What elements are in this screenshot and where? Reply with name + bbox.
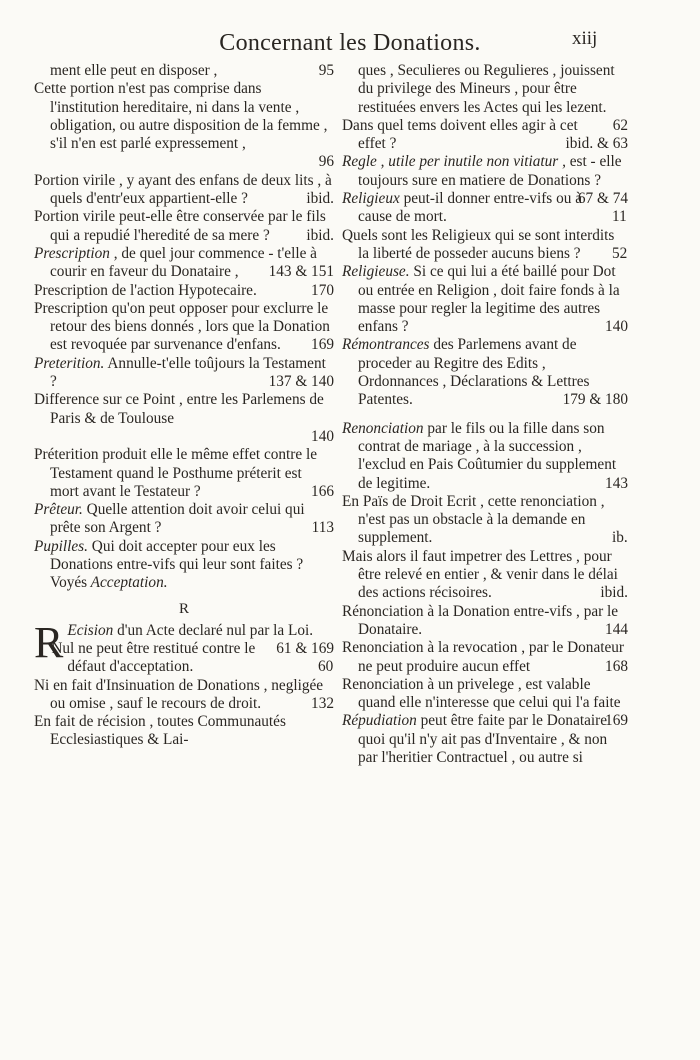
index-entry (34, 446, 334, 501)
entry-text: Ni en fait d'Insinuation de Donations , negligée ou omise , sauf le recours de droit. (34, 676, 324, 712)
entry-text: Renonciation à un privelege , est valable quand elle n'interesse que celui qui l'a faite (342, 675, 621, 712)
index-entry (342, 548, 628, 603)
page-number: xiij (572, 28, 598, 49)
entry-page-ref: 61 & 169 (276, 639, 334, 657)
entry-page-ref: ibid. (306, 226, 334, 244)
entry-page-ref: 62 (612, 116, 628, 134)
entry-page-ref: 168 (605, 657, 628, 675)
entry-maxim: , utile per inutile non vitiatur , (376, 153, 566, 171)
index-entry (34, 80, 334, 171)
index-entry (34, 501, 334, 538)
entry-text: , de quel jour commence - t'elle à courir en faveur du Donataire , (50, 244, 317, 281)
entry-page-ref: 144 (605, 620, 628, 638)
entry-headword: Pupilles. (34, 537, 88, 555)
drop-cap: R (34, 617, 64, 667)
entry-text: Mais alors il faut impetrer des Lettres , pour être relevé en entier , & venir dans le délai des actions récisoires. (342, 547, 618, 602)
entry-headword: Prêteur. (34, 501, 83, 519)
entry-page-ref: 137 & 140 (268, 373, 334, 391)
index-entry (342, 603, 628, 640)
entry-text: En Païs de Droit Ecrit , cette renonciation , n'est pas un obstacle à la demande en supplement. (342, 492, 605, 547)
entry-headword: Ecision (67, 621, 114, 639)
entry-text: Préterition produit elle le même effet contre le Testament quand le Posthume préterit est mort avant le Testateur ? (34, 446, 318, 500)
index-entry (34, 208, 334, 245)
entry-text: Quelle attention doit avoir celui qui prête son Argent ? (50, 501, 305, 537)
index-entry: Quels sont les Religieux qui se sont interdits la liberté de posseder aucuns biens ? 52 (342, 226, 628, 262)
entry-headword: Religieux (342, 190, 400, 208)
index-entry: Nul ne peut être restitué contre le défaut d'acceptation. 60 (51, 639, 334, 676)
entry-page-ref: 140 (605, 318, 628, 336)
entry-page-ref: 170 (311, 281, 334, 299)
entry-text: Nul ne peut être restitué contre le défaut d'acceptation. (51, 639, 256, 676)
entry-cross-reference: Acceptation. (87, 574, 168, 592)
index-entry (34, 355, 334, 392)
entry-text: Difference sur ce Point , entre les Parlemens de Paris & de Toulouse (34, 391, 324, 427)
index-entry (342, 62, 628, 134)
index-entry (34, 391, 334, 446)
entry-text: Quels sont les Religieux qui se sont interdits la liberté de posseder aucuns biens ? (342, 226, 615, 262)
entry-headword: Prescription (34, 244, 110, 262)
entry-text: Prescription de l'action Hypotecaire. (34, 281, 257, 299)
entry-page-ref: 166 (311, 482, 334, 500)
entry-text: des Parlemens avant de proceder au Regitre des Edits , Ordonnances , Déclarations & Lettres Patentes. (358, 336, 590, 409)
entry-headword: Rémontrances (342, 336, 430, 354)
entry-text: Rénonciation à la Donation entre-vifs , par le Donataire. (342, 602, 619, 638)
index-entry (342, 117, 628, 154)
entry-text: par le fils ou la fille dans son contrat de mariage , à la succession , l'exclud en Pais Coûtumier du supplement de legitime. (358, 419, 617, 492)
entry-text: Dans quel tems doivent elles agir à cet effet ? (342, 116, 578, 153)
entry-text: peut être faite par le Donataire quoi qu'il n'y ait pas d'Inventaire , & non par l'heritier Contractuel , ou autre si (358, 712, 608, 766)
index-entry (34, 677, 334, 714)
entry-text: Annulle-t'elle toûjours la Testament ? (50, 354, 326, 391)
index-entry (34, 282, 334, 300)
entry-headword: Regle (342, 153, 377, 171)
spacer (342, 410, 628, 420)
index-entry (342, 263, 628, 336)
index-entry (34, 245, 334, 282)
section-letter-heading: R (178, 600, 189, 617)
entry-page-ref: ibid. & 63 (565, 135, 628, 153)
index-entry (342, 336, 628, 409)
entry-page-ref: 96 (318, 153, 334, 171)
entry-headword: Renonciation (342, 419, 424, 437)
index-entry (342, 712, 628, 767)
entry-page-ref: 95 (318, 62, 334, 79)
entry-page-ref: 67 & 74 (577, 190, 628, 208)
index-entry (342, 639, 628, 676)
entry-page-ref: 169 (311, 336, 334, 354)
entry-page-ref: 143 (605, 474, 628, 492)
entry-text: d'un Acte declaré nul par la Loi. (113, 621, 314, 639)
entry-text: peut-il donner entre-vifs ou à cause de mort. (358, 190, 582, 226)
entry-headword: Religieuse. (342, 263, 410, 281)
entry-text: Portion virile peut-elle être conservée par le fils qui a repudié l'heredité de sa mere ? (34, 208, 326, 244)
index-entry (342, 420, 628, 493)
entry-text: est - elle toujours sure en matiere de Donations ? (358, 153, 622, 189)
index-entry (34, 62, 334, 80)
index-entry (34, 538, 334, 593)
entry-page-ref: ibid. (306, 190, 334, 208)
entry-text: En fait de récision , toutes Communautés Ecclesiastiques & Lai- (34, 713, 286, 749)
running-title: Concernant les Donations. (219, 30, 481, 56)
index-entry (34, 300, 334, 355)
entry-page-ref: 140 (311, 427, 334, 445)
entry-text: Renonciation à la revocation , par le Donateur ne peut produire aucun effet (342, 639, 625, 675)
left-column (34, 62, 334, 750)
entry-text: Si ce qui lui a été baillé pour Dot ou entrée en Religion , doit faire fonds à la masse pour regler la legitime des autres enfans ? (358, 263, 620, 336)
entry-page-ref: 113 (311, 519, 334, 537)
right-column (342, 62, 628, 767)
entry-headword: Preterition. (34, 354, 105, 372)
entry-text: Prescription qu'on peut opposer pour exclurre le retour des biens donnés , lors que la Donation est revoquée par survenance d'enfans. (34, 299, 330, 354)
entry-page-ref: 132 (311, 694, 334, 712)
entry-page-ref: ibid. (600, 584, 628, 602)
entry-text: Qui doit accepter pour eux les Donations entre-vifs qui leur sont faites ? Voyés (50, 537, 304, 592)
entry-page-ref: 169 (605, 712, 628, 730)
index-entry: En Païs de Droit Ecrit , cette renonciation , n'est pas un obstacle à la demande en supplement. ib. (342, 492, 628, 547)
entry-page-ref: 179 & 180 (562, 391, 628, 409)
entry-text: Portion virile , y ayant des enfans de deux lits , à quels d'entr'eux appartient-elle ? (34, 171, 332, 208)
entry-text: ques , Seculieres ou Regulieres , jouissent du privilege des Mineurs , pour être restituées envers les Actes qui les lezent. (358, 62, 615, 116)
index-entry (34, 172, 334, 209)
index-entry: Religieux peut-il donner entre-vifs ou à cause de mort. 11 (342, 190, 627, 226)
entry-headword: Répudiation (342, 712, 417, 730)
entry-text: Cette portion n'est pas comprise dans l'institution hereditaire, ni dans la vente , obligation, ou autre disposition de la femme , s'il n'en est parlé expressement , (34, 80, 328, 153)
entry-page-ref: 143 & 151 (268, 263, 334, 281)
index-entry (34, 713, 334, 750)
entry-text: ment elle peut en disposer , (50, 62, 218, 79)
